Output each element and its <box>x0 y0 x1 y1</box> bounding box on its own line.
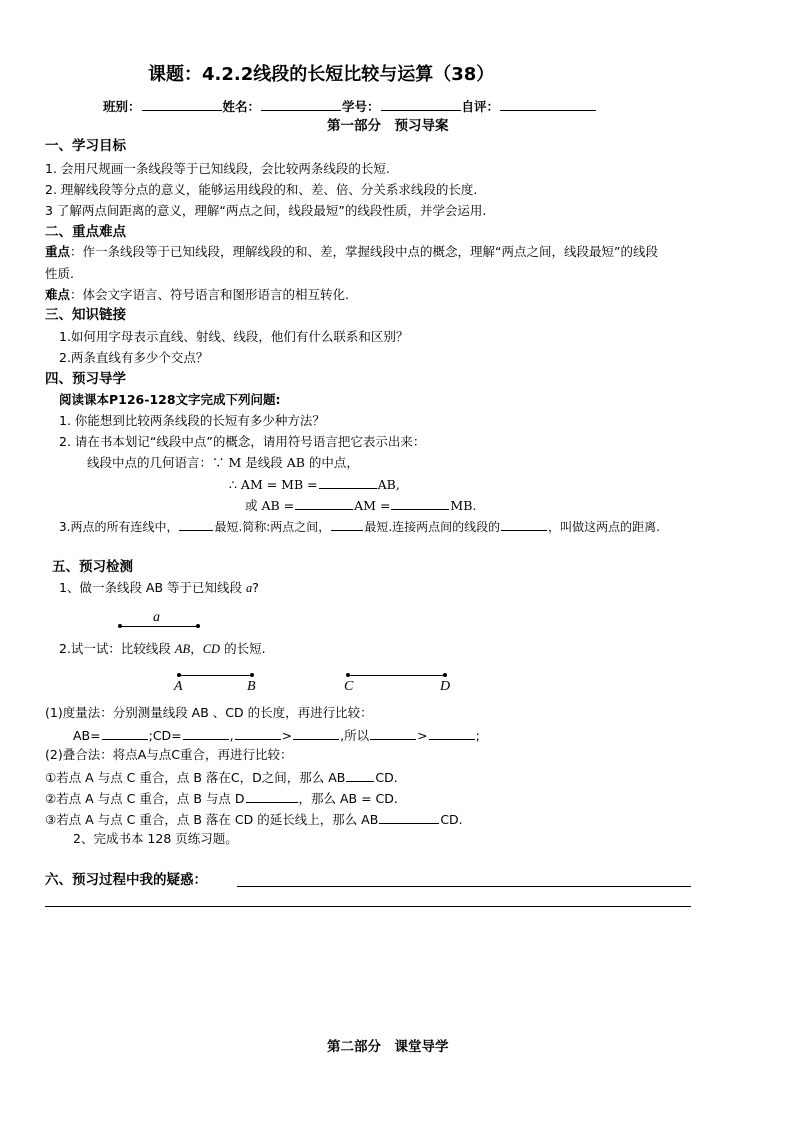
measure-fill-line <box>73 728 480 743</box>
point-b-label: B <box>247 679 256 694</box>
m1-ab: AB= <box>73 728 101 743</box>
q1-text: 1、做一条线段 AB 等于已知线段 <box>59 580 243 595</box>
c2-a: ②若点 A 与点 C 重合，点 B 与点 D <box>45 791 245 806</box>
ab-blank-2[interactable] <box>391 498 449 510</box>
therefore-text: ∴ AM = MB = <box>229 477 318 492</box>
q3-part-a: 3.两点的所有连线中， <box>59 520 179 534</box>
key-point <box>45 246 658 259</box>
link-item: 2.两条直线有多少个交点？ <box>59 350 209 365</box>
m1-gt2: > <box>417 728 428 743</box>
c2-b: ，那么 AB = CD. <box>298 791 398 806</box>
mb-text: MB. <box>450 498 477 513</box>
method-measure: (1)度量法：分别测量线段 AB 、CD 的长度，再进行比较： <box>45 705 373 720</box>
point-a <box>177 673 181 677</box>
q2-prefix: 2.试一试：比较线段 <box>59 641 171 656</box>
name-field[interactable] <box>261 99 341 111</box>
point-c-label: C <box>344 679 354 694</box>
preview-question-1: 1. 你能想到比较两条线段的长短有多少种方法？ <box>59 413 325 428</box>
am-eq-text: AM = <box>354 498 391 513</box>
m1-end: ; <box>475 728 480 743</box>
goal-item: 3 了解两点间距离的意义，理解“两点之间，线段最短”的线段性质，并学会运用. <box>45 203 487 218</box>
q3-part-b: 最短.简称:两点之间， <box>214 520 331 534</box>
reading-instruction: 阅读课本P126-128文字完成下列问题: <box>59 392 281 407</box>
c3-blank[interactable] <box>379 812 439 824</box>
compare-blank-3[interactable] <box>370 728 416 740</box>
compare-blank-2[interactable] <box>293 728 339 740</box>
eval-field[interactable] <box>500 99 596 111</box>
q2-cd: CD <box>202 642 221 656</box>
midpoint-geometry-language: 线段中点的几何语言：∵ M 是线段 AB 的中点， <box>87 455 359 470</box>
cd-length-blank[interactable] <box>183 728 229 740</box>
part1-heading: 第一部分 预习导案 <box>327 118 449 134</box>
q2-sep: ， <box>190 641 203 656</box>
student-info-row <box>103 99 597 114</box>
midpoint-therefore-line <box>229 477 400 492</box>
id-field[interactable] <box>381 99 461 111</box>
q2-ab: AB <box>174 642 191 656</box>
ab-text: AB, <box>377 477 400 492</box>
overlap-case-1 <box>45 770 398 785</box>
c1-blank[interactable] <box>346 770 374 782</box>
link-item: 1.如何用字母表示直线、射线、线段，他们有什么联系和区别？ <box>59 329 409 344</box>
section4-title: 四、预习导学 <box>45 371 126 387</box>
check-question-1 <box>59 582 259 595</box>
hard-label: 难点 <box>45 287 71 302</box>
name-label: 姓名： <box>222 99 261 114</box>
doubts-line[interactable] <box>45 906 691 907</box>
preview-question-2: 2. 请在书本划记“线段中点”的概念，请用符号语言把它表示出来： <box>59 434 426 449</box>
eval-label: 自评： <box>461 99 500 114</box>
m1-so: ,所以 <box>340 728 370 743</box>
part2-heading: 第二部分 课堂导学 <box>327 1039 449 1055</box>
q3-blank-3[interactable] <box>501 519 547 531</box>
c3-a: ③若点 A 与点 C 重合，点 B 落在 CD 的延长线上，那么 AB <box>45 812 379 827</box>
doubts-line[interactable] <box>237 886 691 887</box>
section1-title: 一、学习目标 <box>45 138 126 154</box>
or-ab-text: 或 AB = <box>245 498 295 513</box>
point-c <box>346 673 350 677</box>
m1-gt: > <box>281 728 293 743</box>
segment-ab <box>179 675 252 676</box>
overlap-case-2 <box>45 791 398 806</box>
c1-a: ①若点 A 与点 C 重合，点 B 落在C，D之间，那么 AB <box>45 770 346 785</box>
compare-blank-4[interactable] <box>429 728 475 740</box>
point-b <box>250 673 254 677</box>
hard-text: ：体会文字语言、符号语言和图形语言的相互转化. <box>70 287 349 302</box>
class-field[interactable] <box>142 99 222 111</box>
overlap-case-3 <box>45 812 463 827</box>
q3-part-c: 最短.连接两点间的线段的 <box>364 520 501 534</box>
page-title: 课题：4.2.2线段的长短比较与运算（38） <box>148 64 495 85</box>
ab-length-blank[interactable] <box>102 728 148 740</box>
point-d <box>443 673 447 677</box>
check-question-2 <box>59 643 266 656</box>
q2-suffix: 的长短. <box>224 641 266 656</box>
segment-a-label: a <box>153 610 160 625</box>
q3-part-d: ，叫做这两点的距离. <box>548 520 660 534</box>
q3-blank-1[interactable] <box>179 519 213 531</box>
key-text: ：作一条线段等于已知线段，理解线段的和、差，掌握线段中点的概念，理解“两点之间，线段最短”的线段 <box>70 244 658 259</box>
section6-title: 六、预习过程中我的疑惑： <box>45 872 207 888</box>
section2-title: 二、重点难点 <box>45 224 126 240</box>
compare-blank-1[interactable] <box>235 728 281 740</box>
preview-question-3 <box>59 519 660 533</box>
difficult-point <box>45 289 349 302</box>
segment-cd <box>348 675 445 676</box>
c1-b: CD. <box>375 770 398 785</box>
segment-a-endpoint <box>118 624 122 628</box>
m1-cd: ;CD= <box>148 728 182 743</box>
goal-item: 1. 会用尺规画一条线段等于已知线段，会比较两条线段的长短. <box>45 161 390 176</box>
c2-blank[interactable] <box>246 791 298 803</box>
m1-comma: , <box>229 728 234 743</box>
midpoint-or-line <box>245 498 476 513</box>
point-a-label: A <box>174 679 183 694</box>
am-blank[interactable] <box>319 477 377 489</box>
q1-variable: a <box>246 581 253 595</box>
textbook-exercise: 2、完成书本 128 页练习题。 <box>73 831 238 846</box>
ab-blank-1[interactable] <box>295 498 353 510</box>
segment-a <box>120 626 198 627</box>
segment-a-endpoint <box>196 624 200 628</box>
q3-blank-2[interactable] <box>331 519 363 531</box>
point-d-label: D <box>440 679 451 694</box>
id-label: 学号： <box>342 99 380 114</box>
c3-b: CD. <box>440 812 463 827</box>
class-label: 班别： <box>103 99 141 114</box>
key-point-continued: 性质. <box>45 266 74 281</box>
q1-end: ? <box>252 580 259 595</box>
key-label: 重点 <box>45 244 71 259</box>
section3-title: 三、知识链接 <box>45 307 126 323</box>
method-overlap: (2)叠合法：将点A与点C重合，再进行比较： <box>45 747 293 762</box>
section5-title: 五、预习检测 <box>52 559 133 575</box>
goal-item: 2. 理解线段等分点的意义，能够运用线段的和、差、倍、分关系求线段的长度. <box>45 182 478 197</box>
